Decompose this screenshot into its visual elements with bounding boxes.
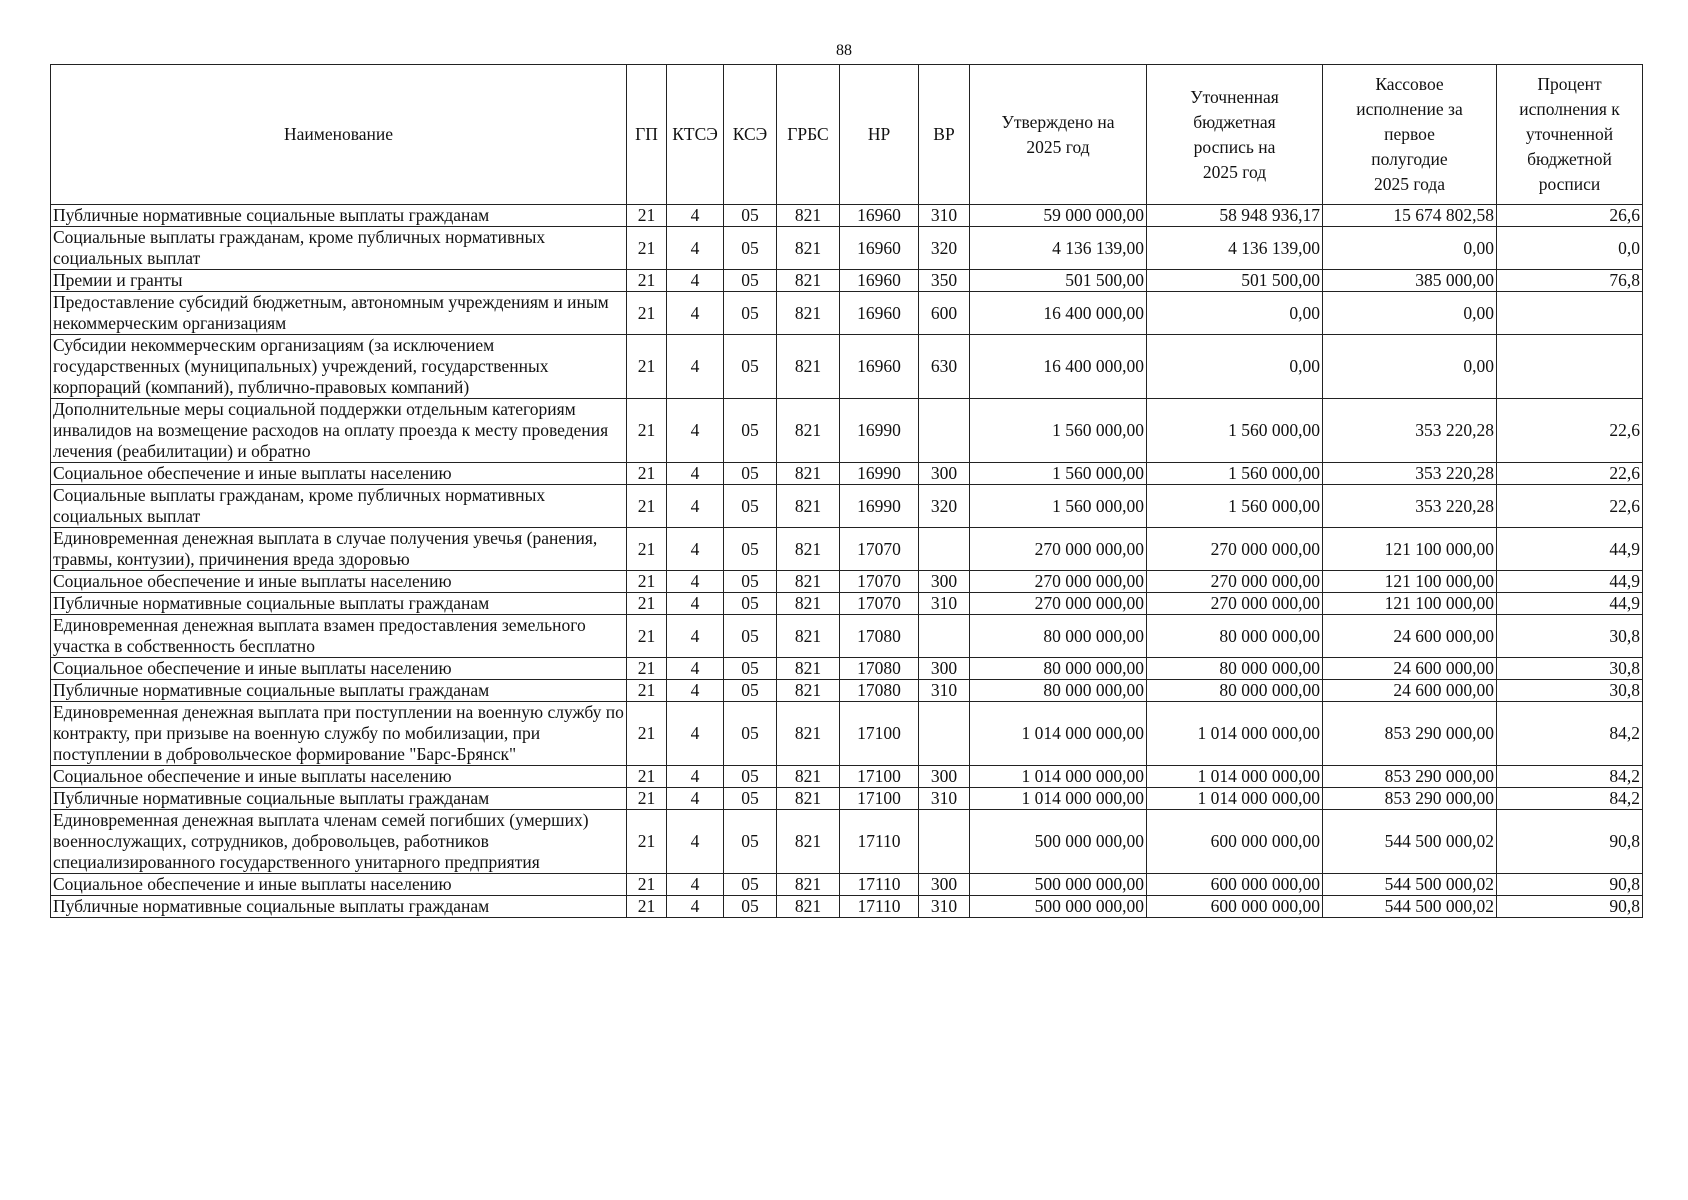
cell-gp: 21 — [627, 335, 667, 399]
cell-name: Социальные выплаты гражданам, кроме публичных нормативных социальных выплат — [51, 227, 627, 270]
cell-np: 17110 — [840, 896, 919, 918]
cell-grbs: 821 — [777, 658, 840, 680]
cell-refined: 1 014 000 000,00 — [1147, 788, 1323, 810]
cell-percent: 22,6 — [1497, 463, 1643, 485]
cell-vr: 300 — [919, 658, 970, 680]
cell-grbs: 821 — [777, 227, 840, 270]
cell-gp: 21 — [627, 874, 667, 896]
cell-percent: 0,0 — [1497, 227, 1643, 270]
cell-np: 16960 — [840, 270, 919, 292]
cell-vr: 350 — [919, 270, 970, 292]
cell-percent: 22,6 — [1497, 485, 1643, 528]
cell-kse: 05 — [724, 593, 777, 615]
cell-name: Премии и гранты — [51, 270, 627, 292]
cell-ktse: 4 — [667, 227, 724, 270]
cell-grbs: 821 — [777, 270, 840, 292]
table-body — [51, 205, 1643, 918]
cell-cash: 385 000,00 — [1323, 270, 1497, 292]
cell-ktse: 4 — [667, 874, 724, 896]
cell-gp: 21 — [627, 615, 667, 658]
cell-approved: 16 400 000,00 — [970, 292, 1147, 335]
cell-grbs: 821 — [777, 463, 840, 485]
cell-name: Единовременная денежная выплата членам семей погибших (умерших) военнослужащих, сотрудников, добровольцев, работников специализированного государственного унитарного предприятия — [51, 810, 627, 874]
cell-name: Социальные выплаты гражданам, кроме публичных нормативных социальных выплат — [51, 485, 627, 528]
cell-cash: 853 290 000,00 — [1323, 702, 1497, 766]
cell-grbs: 821 — [777, 766, 840, 788]
cell-percent: 90,8 — [1497, 896, 1643, 918]
cell-grbs: 821 — [777, 571, 840, 593]
cell-refined: 4 136 139,00 — [1147, 227, 1323, 270]
cell-np: 16960 — [840, 205, 919, 227]
table-row — [51, 593, 1643, 615]
cell-gp: 21 — [627, 292, 667, 335]
cell-approved: 270 000 000,00 — [970, 593, 1147, 615]
cell-ktse: 4 — [667, 571, 724, 593]
cell-ktse: 4 — [667, 270, 724, 292]
cell-refined: 80 000 000,00 — [1147, 615, 1323, 658]
cell-np: 16990 — [840, 463, 919, 485]
cell-name: Социальное обеспечение и иные выплаты населению — [51, 571, 627, 593]
cell-gp: 21 — [627, 399, 667, 463]
table-row — [51, 205, 1643, 227]
cell-percent: 30,8 — [1497, 658, 1643, 680]
cell-np: 17110 — [840, 810, 919, 874]
cell-gp: 21 — [627, 680, 667, 702]
cell-refined: 600 000 000,00 — [1147, 874, 1323, 896]
cell-approved: 1 014 000 000,00 — [970, 702, 1147, 766]
cell-cash: 24 600 000,00 — [1323, 658, 1497, 680]
cell-refined: 600 000 000,00 — [1147, 896, 1323, 918]
cell-approved: 80 000 000,00 — [970, 658, 1147, 680]
cell-vr: 300 — [919, 463, 970, 485]
cell-kse: 05 — [724, 702, 777, 766]
cell-gp: 21 — [627, 788, 667, 810]
cell-name: Публичные нормативные социальные выплаты гражданам — [51, 205, 627, 227]
table-header — [51, 65, 1643, 205]
cell-grbs: 821 — [777, 680, 840, 702]
table-row — [51, 227, 1643, 270]
cell-refined: 80 000 000,00 — [1147, 680, 1323, 702]
cell-grbs: 821 — [777, 485, 840, 528]
cell-percent: 44,9 — [1497, 571, 1643, 593]
cell-grbs: 821 — [777, 810, 840, 874]
cell-ktse: 4 — [667, 658, 724, 680]
cell-percent: 84,2 — [1497, 702, 1643, 766]
cell-np: 16990 — [840, 485, 919, 528]
cell-name: Единовременная денежная выплата при поступлении на военную службу по контракту, при призыве на военную службу по мобилизации, при поступлении в добровольческое формирование "Барс-Брянск" — [51, 702, 627, 766]
cell-refined: 0,00 — [1147, 335, 1323, 399]
cell-refined: 80 000 000,00 — [1147, 658, 1323, 680]
header-vr: ВР — [919, 65, 970, 205]
cell-np: 16960 — [840, 292, 919, 335]
cell-ktse: 4 — [667, 399, 724, 463]
cell-kse: 05 — [724, 874, 777, 896]
table-row — [51, 766, 1643, 788]
cell-ktse: 4 — [667, 335, 724, 399]
cell-cash: 24 600 000,00 — [1323, 680, 1497, 702]
cell-cash: 853 290 000,00 — [1323, 788, 1497, 810]
cell-percent: 84,2 — [1497, 766, 1643, 788]
cell-cash: 0,00 — [1323, 292, 1497, 335]
cell-vr: 320 — [919, 485, 970, 528]
cell-name: Предоставление субсидий бюджетным, автономным учреждениям и иным некоммерческим организациям — [51, 292, 627, 335]
cell-cash: 853 290 000,00 — [1323, 766, 1497, 788]
table-row — [51, 680, 1643, 702]
cell-ktse: 4 — [667, 528, 724, 571]
cell-kse: 05 — [724, 270, 777, 292]
table-row — [51, 463, 1643, 485]
header-ktse: КТСЭ — [667, 65, 724, 205]
cell-kse: 05 — [724, 680, 777, 702]
header-row — [51, 65, 1643, 205]
cell-cash: 544 500 000,02 — [1323, 810, 1497, 874]
table-row — [51, 571, 1643, 593]
table-row — [51, 810, 1643, 874]
header-percent: Процент исполнения к уточненной бюджетной росписи — [1497, 65, 1643, 205]
header-refined: Уточненная бюджетная роспись на 2025 год — [1147, 65, 1323, 205]
cell-refined: 1 014 000 000,00 — [1147, 766, 1323, 788]
cell-np: 17080 — [840, 658, 919, 680]
cell-refined: 0,00 — [1147, 292, 1323, 335]
header-kse: КСЭ — [724, 65, 777, 205]
table-row — [51, 702, 1643, 766]
cell-ktse: 4 — [667, 810, 724, 874]
cell-cash: 353 220,28 — [1323, 485, 1497, 528]
header-approved: Утверждено на 2025 год — [970, 65, 1147, 205]
cell-np: 17100 — [840, 788, 919, 810]
cell-np: 17070 — [840, 528, 919, 571]
header-np: НР — [840, 65, 919, 205]
table-row — [51, 788, 1643, 810]
cell-cash: 24 600 000,00 — [1323, 615, 1497, 658]
cell-kse: 05 — [724, 399, 777, 463]
cell-cash: 0,00 — [1323, 335, 1497, 399]
cell-approved: 1 014 000 000,00 — [970, 788, 1147, 810]
cell-approved: 59 000 000,00 — [970, 205, 1147, 227]
cell-kse: 05 — [724, 788, 777, 810]
cell-percent: 22,6 — [1497, 399, 1643, 463]
cell-vr: 310 — [919, 680, 970, 702]
cell-gp: 21 — [627, 593, 667, 615]
cell-np: 17080 — [840, 615, 919, 658]
cell-kse: 05 — [724, 205, 777, 227]
cell-refined: 58 948 936,17 — [1147, 205, 1323, 227]
cell-ktse: 4 — [667, 680, 724, 702]
cell-cash: 121 100 000,00 — [1323, 593, 1497, 615]
page-number: 88 — [836, 42, 852, 59]
cell-kse: 05 — [724, 810, 777, 874]
cell-vr — [919, 615, 970, 658]
cell-grbs: 821 — [777, 335, 840, 399]
cell-name: Субсидии некоммерческим организациям (за исключением государственных (муниципальных) учреждений, государственных корпораций (компаний), публично-правовых компаний) — [51, 335, 627, 399]
header-grbs: ГРБС — [777, 65, 840, 205]
cell-cash: 544 500 000,02 — [1323, 874, 1497, 896]
cell-np: 17110 — [840, 874, 919, 896]
cell-approved: 500 000 000,00 — [970, 874, 1147, 896]
cell-gp: 21 — [627, 463, 667, 485]
cell-name: Единовременная денежная выплата взамен предоставления земельного участка в собственность бесплатно — [51, 615, 627, 658]
cell-vr: 310 — [919, 205, 970, 227]
cell-vr — [919, 702, 970, 766]
cell-ktse: 4 — [667, 292, 724, 335]
cell-ktse: 4 — [667, 593, 724, 615]
cell-grbs: 821 — [777, 593, 840, 615]
cell-vr: 300 — [919, 874, 970, 896]
cell-gp: 21 — [627, 227, 667, 270]
cell-name: Дополнительные меры социальной поддержки отдельным категориям инвалидов на возмещение расходов на оплату проезда к месту проведения лечения (реабилитации) и обратно — [51, 399, 627, 463]
cell-gp: 21 — [627, 766, 667, 788]
cell-refined: 1 560 000,00 — [1147, 463, 1323, 485]
cell-np: 17080 — [840, 680, 919, 702]
cell-kse: 05 — [724, 571, 777, 593]
cell-cash: 121 100 000,00 — [1323, 528, 1497, 571]
cell-ktse: 4 — [667, 896, 724, 918]
cell-name: Социальное обеспечение и иные выплаты населению — [51, 766, 627, 788]
cell-approved: 16 400 000,00 — [970, 335, 1147, 399]
cell-approved: 1 560 000,00 — [970, 463, 1147, 485]
cell-kse: 05 — [724, 766, 777, 788]
cell-percent: 30,8 — [1497, 680, 1643, 702]
cell-np: 17100 — [840, 766, 919, 788]
cell-refined: 270 000 000,00 — [1147, 528, 1323, 571]
cell-grbs: 821 — [777, 205, 840, 227]
cell-percent — [1497, 335, 1643, 399]
cell-vr — [919, 810, 970, 874]
cell-ktse: 4 — [667, 205, 724, 227]
cell-approved: 4 136 139,00 — [970, 227, 1147, 270]
cell-name: Публичные нормативные социальные выплаты гражданам — [51, 896, 627, 918]
cell-vr: 310 — [919, 788, 970, 810]
cell-ktse: 4 — [667, 702, 724, 766]
cell-grbs: 821 — [777, 896, 840, 918]
cell-cash: 121 100 000,00 — [1323, 571, 1497, 593]
cell-name: Социальное обеспечение и иные выплаты населению — [51, 463, 627, 485]
cell-kse: 05 — [724, 896, 777, 918]
cell-percent — [1497, 292, 1643, 335]
cell-percent: 44,9 — [1497, 528, 1643, 571]
cell-vr: 310 — [919, 593, 970, 615]
header-gp: ГП — [627, 65, 667, 205]
cell-grbs: 821 — [777, 874, 840, 896]
cell-gp: 21 — [627, 528, 667, 571]
budget-table — [50, 64, 1643, 918]
table-row — [51, 485, 1643, 528]
cell-refined: 1 560 000,00 — [1147, 485, 1323, 528]
cell-grbs: 821 — [777, 399, 840, 463]
table-row — [51, 270, 1643, 292]
cell-approved: 1 560 000,00 — [970, 485, 1147, 528]
cell-vr — [919, 399, 970, 463]
cell-gp: 21 — [627, 810, 667, 874]
table-row — [51, 335, 1643, 399]
cell-gp: 21 — [627, 896, 667, 918]
table-row — [51, 896, 1643, 918]
cell-approved: 500 000 000,00 — [970, 896, 1147, 918]
cell-vr: 320 — [919, 227, 970, 270]
cell-ktse: 4 — [667, 463, 724, 485]
cell-cash: 0,00 — [1323, 227, 1497, 270]
cell-np: 16960 — [840, 335, 919, 399]
cell-np: 17070 — [840, 571, 919, 593]
cell-vr: 310 — [919, 896, 970, 918]
cell-name: Социальное обеспечение и иные выплаты населению — [51, 874, 627, 896]
cell-grbs: 821 — [777, 788, 840, 810]
cell-approved: 500 000 000,00 — [970, 810, 1147, 874]
cell-refined: 501 500,00 — [1147, 270, 1323, 292]
cell-kse: 05 — [724, 528, 777, 571]
cell-approved: 1 560 000,00 — [970, 399, 1147, 463]
cell-vr: 300 — [919, 766, 970, 788]
cell-name: Публичные нормативные социальные выплаты гражданам — [51, 788, 627, 810]
cell-gp: 21 — [627, 270, 667, 292]
cell-refined: 1 560 000,00 — [1147, 399, 1323, 463]
cell-vr — [919, 528, 970, 571]
cell-kse: 05 — [724, 615, 777, 658]
cell-vr: 300 — [919, 571, 970, 593]
table-row — [51, 874, 1643, 896]
cell-approved: 1 014 000 000,00 — [970, 766, 1147, 788]
cell-cash: 544 500 000,02 — [1323, 896, 1497, 918]
cell-approved: 80 000 000,00 — [970, 680, 1147, 702]
cell-kse: 05 — [724, 292, 777, 335]
cell-approved: 80 000 000,00 — [970, 615, 1147, 658]
cell-approved: 270 000 000,00 — [970, 571, 1147, 593]
cell-grbs: 821 — [777, 292, 840, 335]
cell-gp: 21 — [627, 571, 667, 593]
cell-kse: 05 — [724, 658, 777, 680]
cell-ktse: 4 — [667, 615, 724, 658]
cell-np: 17100 — [840, 702, 919, 766]
cell-kse: 05 — [724, 335, 777, 399]
header-cash: Кассовое исполнение за первое полугодие 2025 года — [1323, 65, 1497, 205]
cell-gp: 21 — [627, 485, 667, 528]
cell-grbs: 821 — [777, 615, 840, 658]
cell-ktse: 4 — [667, 788, 724, 810]
cell-refined: 600 000 000,00 — [1147, 810, 1323, 874]
cell-gp: 21 — [627, 658, 667, 680]
cell-name: Публичные нормативные социальные выплаты гражданам — [51, 680, 627, 702]
header-name: Наименование — [51, 65, 627, 205]
cell-percent: 76,8 — [1497, 270, 1643, 292]
table-row — [51, 658, 1643, 680]
cell-name: Единовременная денежная выплата в случае получения увечья (ранения, травмы, контузии), причинения вреда здоровью — [51, 528, 627, 571]
cell-refined: 1 014 000 000,00 — [1147, 702, 1323, 766]
cell-refined: 270 000 000,00 — [1147, 571, 1323, 593]
table-row — [51, 615, 1643, 658]
cell-vr: 630 — [919, 335, 970, 399]
cell-grbs: 821 — [777, 528, 840, 571]
cell-gp: 21 — [627, 205, 667, 227]
cell-kse: 05 — [724, 227, 777, 270]
cell-cash: 353 220,28 — [1323, 399, 1497, 463]
cell-np: 16960 — [840, 227, 919, 270]
cell-approved: 501 500,00 — [970, 270, 1147, 292]
cell-ktse: 4 — [667, 766, 724, 788]
cell-percent: 90,8 — [1497, 810, 1643, 874]
cell-name: Социальное обеспечение и иные выплаты населению — [51, 658, 627, 680]
cell-percent: 26,6 — [1497, 205, 1643, 227]
cell-refined: 270 000 000,00 — [1147, 593, 1323, 615]
cell-np: 17070 — [840, 593, 919, 615]
cell-percent: 44,9 — [1497, 593, 1643, 615]
cell-grbs: 821 — [777, 702, 840, 766]
cell-ktse: 4 — [667, 485, 724, 528]
cell-name: Публичные нормативные социальные выплаты гражданам — [51, 593, 627, 615]
cell-percent: 90,8 — [1497, 874, 1643, 896]
table-row — [51, 528, 1643, 571]
cell-kse: 05 — [724, 485, 777, 528]
table-row — [51, 292, 1643, 335]
cell-cash: 15 674 802,58 — [1323, 205, 1497, 227]
cell-cash: 353 220,28 — [1323, 463, 1497, 485]
cell-kse: 05 — [724, 463, 777, 485]
cell-percent: 30,8 — [1497, 615, 1643, 658]
cell-approved: 270 000 000,00 — [970, 528, 1147, 571]
table-row — [51, 399, 1643, 463]
cell-percent: 84,2 — [1497, 788, 1643, 810]
cell-gp: 21 — [627, 702, 667, 766]
cell-vr: 600 — [919, 292, 970, 335]
cell-np: 16990 — [840, 399, 919, 463]
